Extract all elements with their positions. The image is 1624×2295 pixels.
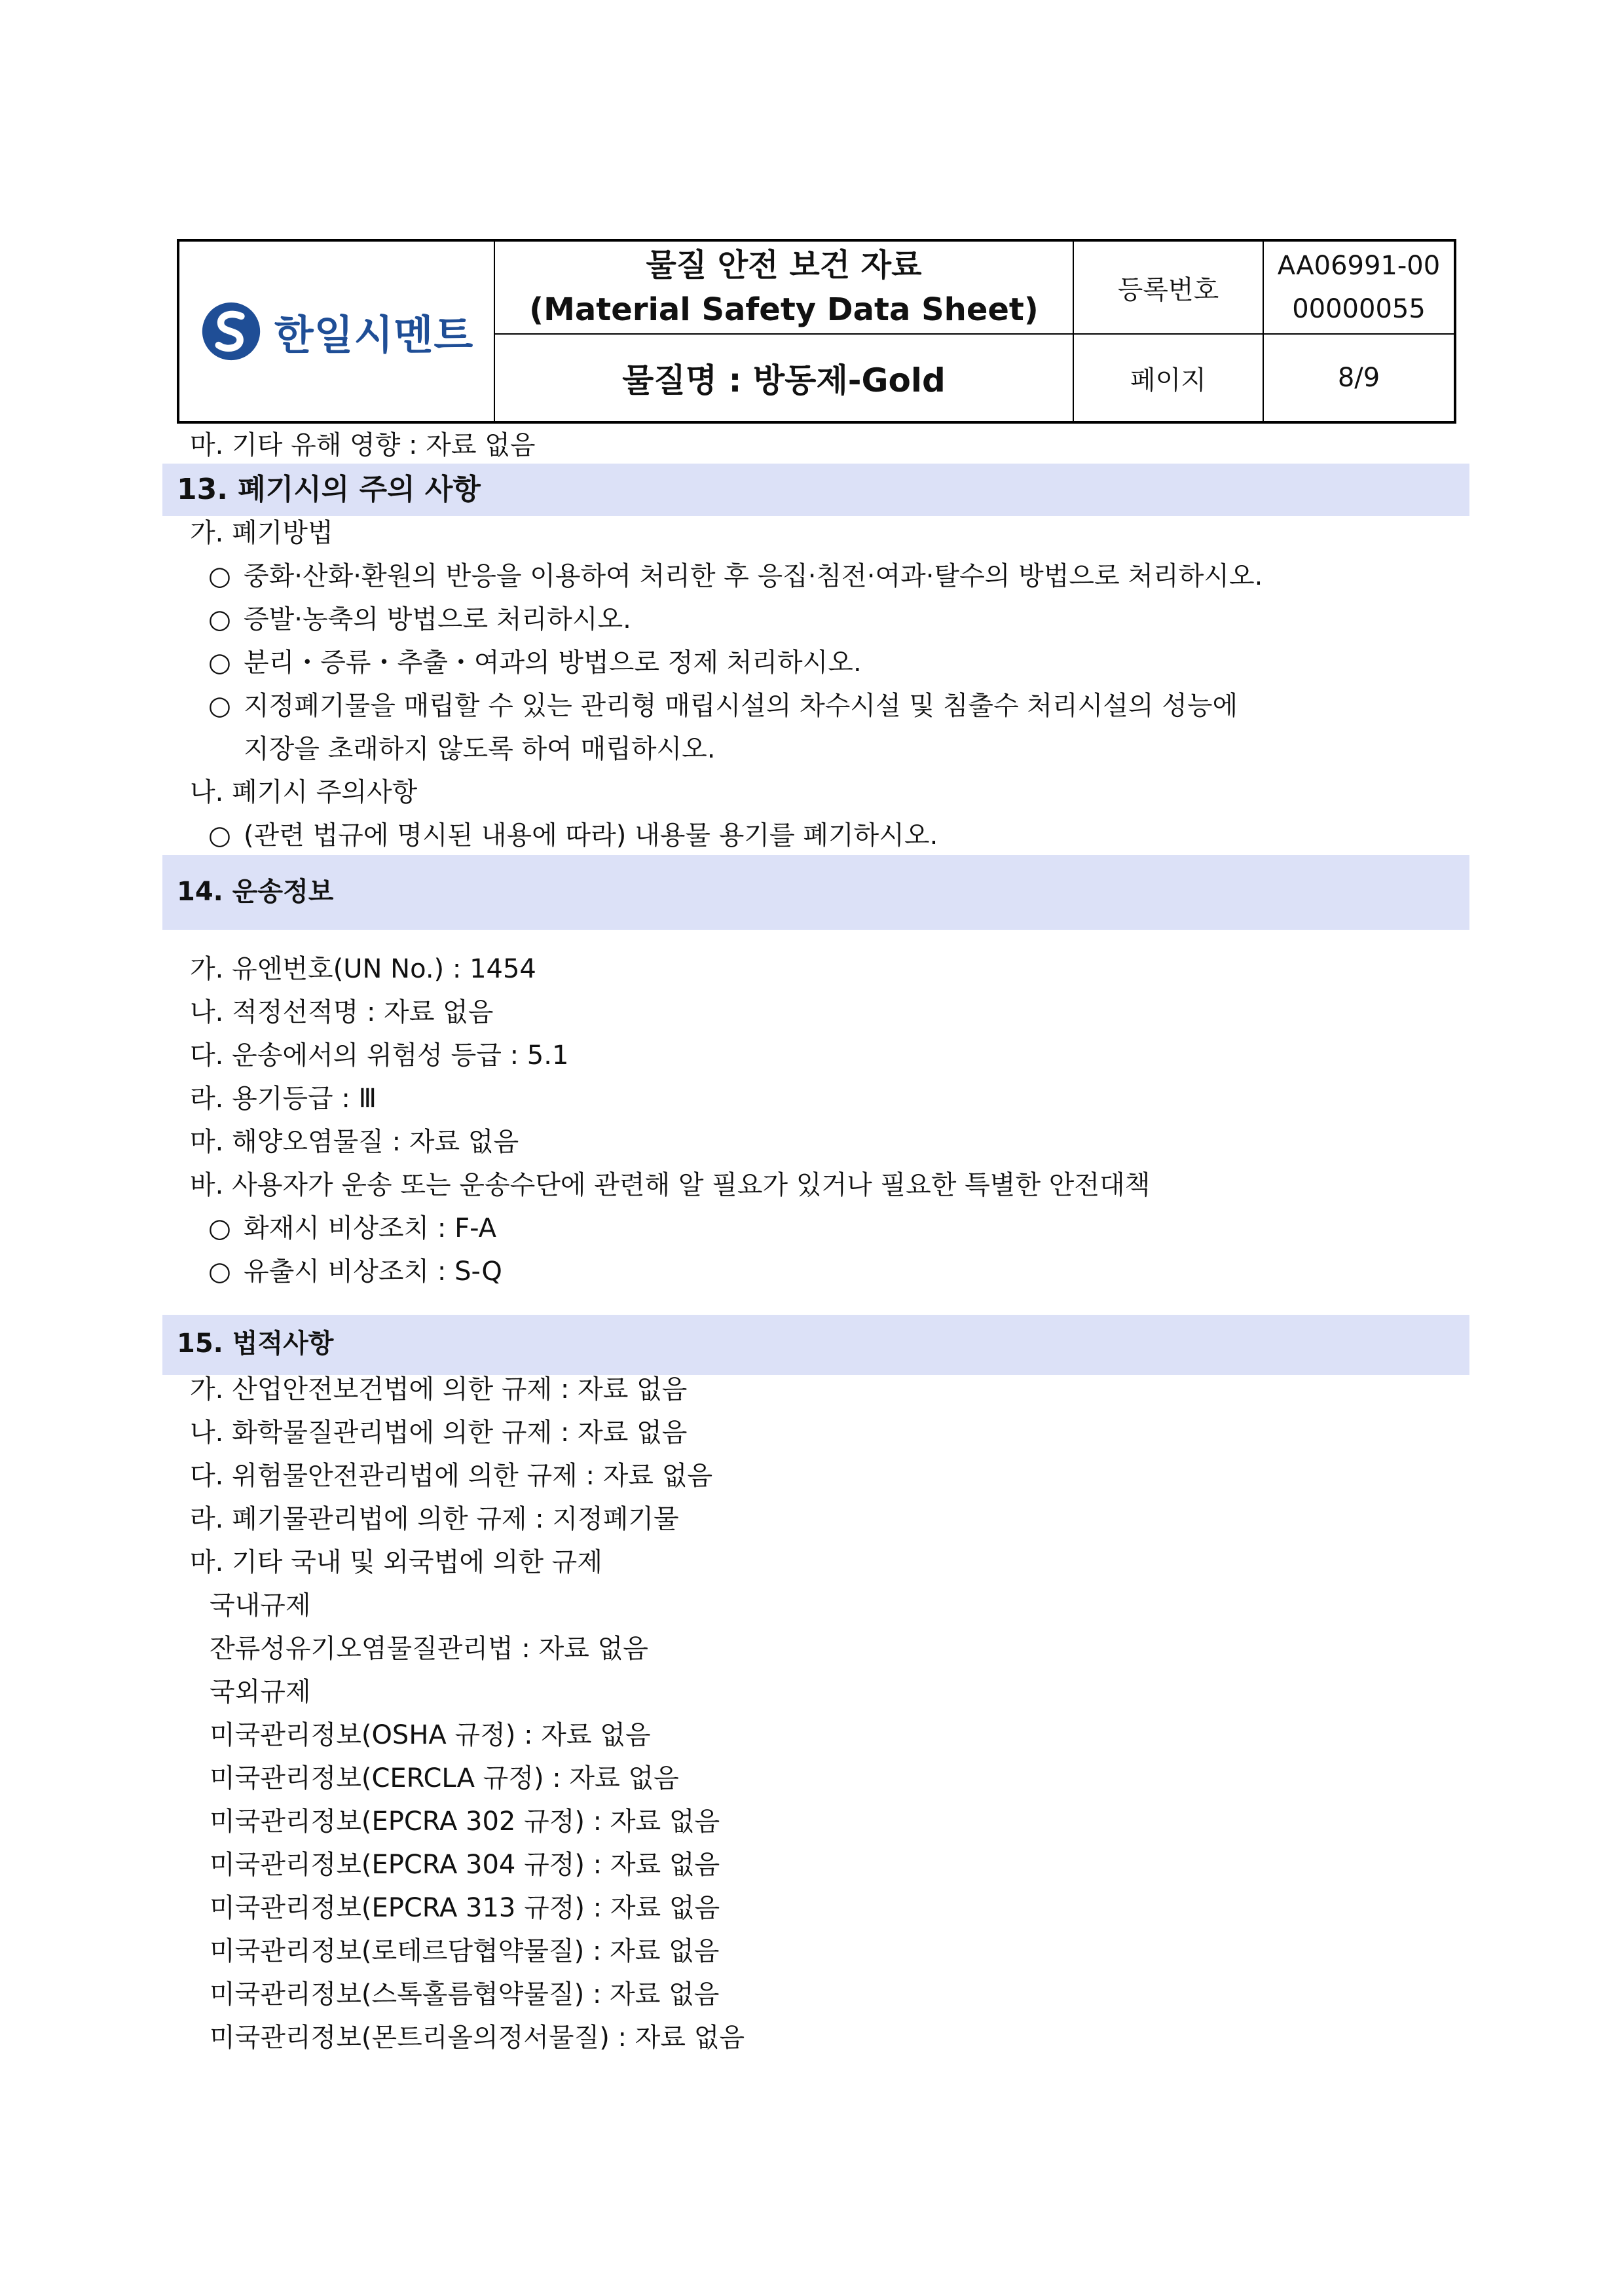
company-logo-icon bbox=[200, 300, 263, 363]
s15-line: 마. 기타 국내 및 외국법에 의한 규제 bbox=[190, 1547, 602, 1577]
s15-sub-line: 미국관리정보(EPCRA 302 규정) : 자료 없음 bbox=[210, 1807, 720, 1837]
s14-line: 다. 운송에서의 위험성 등급 : 5.1 bbox=[190, 1040, 569, 1071]
s13-b-label: 나. 폐기시 주의사항 bbox=[190, 777, 418, 807]
list-item: 화재시 비상조치 : F-A bbox=[244, 1213, 497, 1243]
prev-section-line: 마. 기타 유해 영향 : 자료 없음 bbox=[190, 430, 536, 460]
s15-sub-heading: 국외규제 bbox=[210, 1677, 311, 1707]
s14-line: 나. 적정선적명 : 자료 없음 bbox=[190, 997, 494, 1027]
bullet-icon: ○ bbox=[208, 561, 231, 591]
bullet-icon: ○ bbox=[208, 604, 231, 634]
company-name: 한일시멘트 bbox=[274, 310, 474, 359]
reg-number-line2: 00000055 bbox=[1292, 294, 1426, 324]
list-item: 유출시 비상조치 : S-Q bbox=[244, 1257, 502, 1287]
bullet-icon: ○ bbox=[208, 1213, 231, 1243]
bullet-icon: ○ bbox=[208, 1257, 231, 1287]
list-item: 중화·산화·환원의 반응을 이용하여 처리한 후 응집·침전·여과·탈수의 방법으로 처리하시오. bbox=[244, 561, 1263, 591]
reg-label: 등록번호 bbox=[1074, 242, 1264, 335]
reg-number-line1: AA06991-00 bbox=[1277, 251, 1441, 281]
s15-line: 가. 산업안전보건법에 의한 규제 : 자료 없음 bbox=[190, 1374, 688, 1405]
bullet-icon: ○ bbox=[208, 691, 231, 721]
page-number: 8/9 bbox=[1337, 363, 1380, 393]
reg-number-cell bbox=[1264, 242, 1454, 335]
s15-sub-line: 미국관리정보(OSHA 규정) : 자료 없음 bbox=[210, 1720, 651, 1750]
s14-line: 라. 용기등급 : Ⅲ bbox=[190, 1084, 377, 1114]
s15-sub-line: 잔류성유기오염물질관리법 : 자료 없음 bbox=[210, 1634, 648, 1664]
s15-sub-line: 미국관리정보(EPCRA 313 규정) : 자료 없음 bbox=[210, 1893, 720, 1923]
s14-line: 마. 해양오염물질 : 자료 없음 bbox=[190, 1127, 519, 1157]
s14-line: 가. 유엔번호(UN No.) : 1454 bbox=[190, 954, 536, 984]
bullet-icon: ○ bbox=[208, 820, 231, 851]
list-item-continuation: 지장을 초래하지 않도록 하여 매립하시오. bbox=[244, 734, 716, 764]
section-14-title: 14. 운송정보 bbox=[177, 877, 334, 907]
company-logo bbox=[200, 300, 473, 363]
material-name: 물질명 : 방동제-Gold bbox=[495, 335, 1074, 421]
doc-title-cell bbox=[495, 242, 1074, 335]
s15-sub-line: 미국관리정보(CERCLA 규정) : 자료 없음 bbox=[210, 1763, 679, 1793]
s15-line: 나. 화학물질관리법에 의한 규제 : 자료 없음 bbox=[190, 1418, 688, 1448]
section-15-header bbox=[162, 1315, 1469, 1375]
list-item: 증발·농축의 방법으로 처리하시오. bbox=[244, 604, 631, 634]
s15-line: 라. 폐기물관리법에 의한 규제 : 지정폐기물 bbox=[190, 1504, 679, 1534]
list-item: 지정폐기물을 매립할 수 있는 관리형 매립시설의 차수시설 및 침출수 처리시설의 성능에 bbox=[244, 691, 1238, 721]
section-15-title: 15. 법적사항 bbox=[177, 1329, 334, 1359]
list-item: 분리・증류・추출・여과의 방법으로 정제 처리하시오. bbox=[244, 648, 862, 678]
s15-sub-line: 미국관리정보(로테르담협약물질) : 자료 없음 bbox=[210, 1936, 720, 1966]
doc-title-en: (Material Safety Data Sheet) bbox=[529, 291, 1039, 328]
doc-title-ko: 물질 안전 보건 자료 bbox=[646, 247, 922, 284]
logo-cell bbox=[179, 242, 495, 421]
section-13-title: 13. 폐기시의 주의 사항 bbox=[177, 473, 481, 506]
bullet-icon: ○ bbox=[208, 648, 231, 678]
s15-sub-line: 미국관리정보(EPCRA 304 규정) : 자료 없음 bbox=[210, 1850, 720, 1880]
s14-line: 바. 사용자가 운송 또는 운송수단에 관련해 알 필요가 있거나 필요한 특별한 안전대책 bbox=[190, 1170, 1151, 1200]
s15-sub-heading: 국내규제 bbox=[210, 1590, 311, 1621]
s13-a-label: 가. 폐기방법 bbox=[190, 518, 333, 548]
page-label: 페이지 bbox=[1074, 335, 1264, 421]
s15-sub-line: 미국관리정보(스톡홀름협약물질) : 자료 없음 bbox=[210, 1979, 720, 2010]
section-14-header bbox=[162, 855, 1469, 930]
s15-sub-line: 미국관리정보(몬트리올의정서물질) : 자료 없음 bbox=[210, 2023, 745, 2053]
header-table bbox=[177, 239, 1456, 424]
s15-line: 다. 위험물안전관리법에 의한 규제 : 자료 없음 bbox=[190, 1461, 712, 1491]
list-item: (관련 법규에 명시된 내용에 따라) 내용물 용기를 폐기하시오. bbox=[244, 820, 938, 851]
